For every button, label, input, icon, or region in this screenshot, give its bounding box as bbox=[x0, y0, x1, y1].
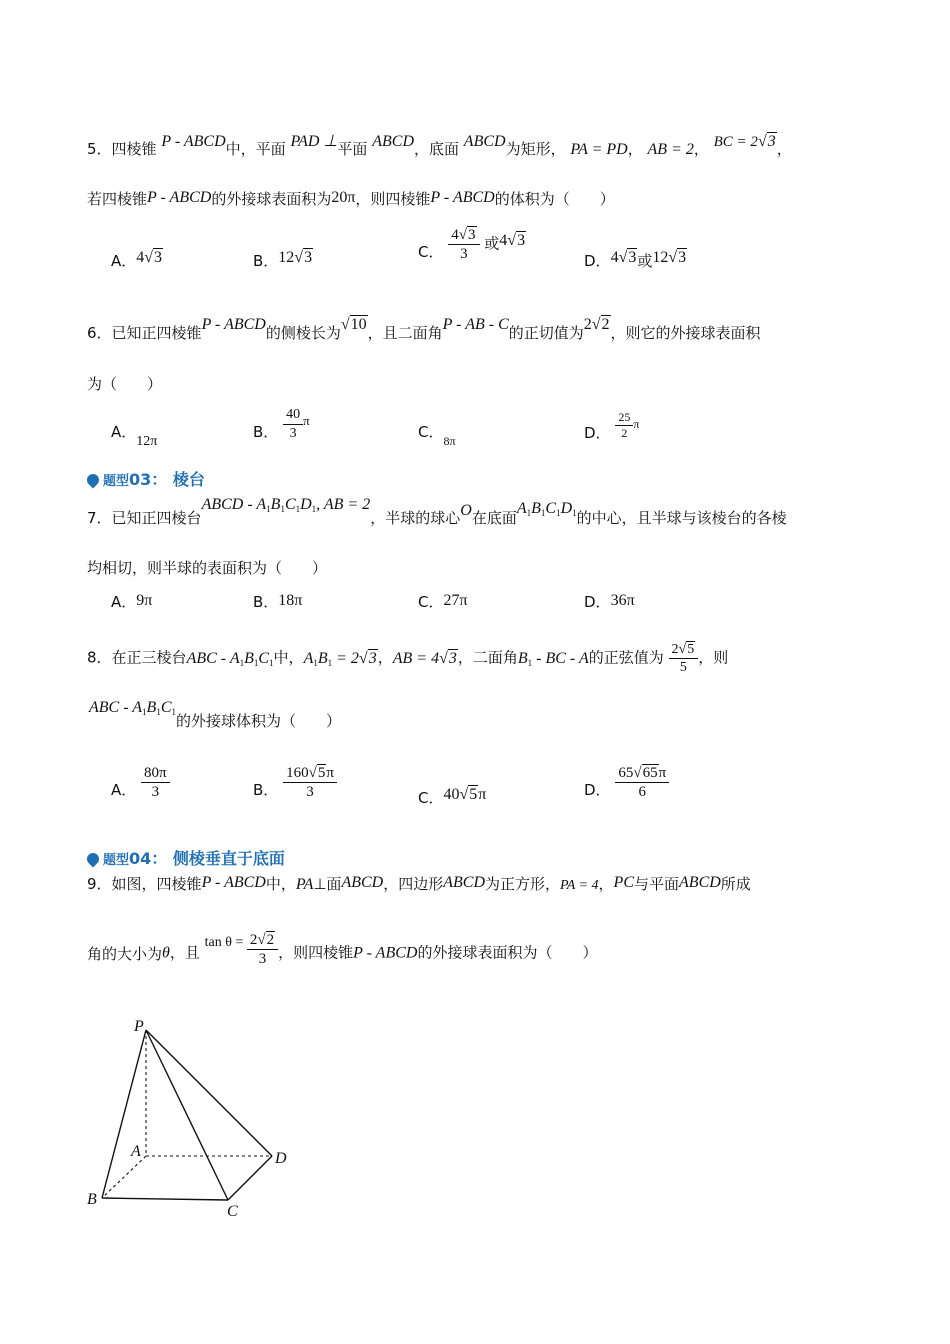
q9-number: 9． bbox=[87, 875, 112, 893]
q5-option-d[interactable]: D．4√3或12√3 bbox=[584, 249, 687, 270]
location-pin-icon bbox=[85, 472, 102, 489]
question-8-line-1: 8．在正三棱台ABC - $A_1B_1C_1$中，$A_1B_1 = 2√3$，AB = 4√3，二面角$B_1$ - BC - A的正弦值为 $\frac{2√5}{5}$ ，则 bbox=[87, 642, 729, 675]
vertex-label-b: B bbox=[87, 1191, 97, 1208]
q8-number: 8． bbox=[87, 648, 112, 667]
vertex-label-c: C bbox=[227, 1203, 238, 1220]
edge-pc bbox=[146, 1030, 228, 1200]
question-6-line-1: 6．已知正四棱锥P - ABCD的侧棱长为√10，且二面角P - AB - C的正切值为2√2，则它的外接球表面积 bbox=[87, 316, 761, 342]
edge-pb bbox=[102, 1030, 146, 1198]
q6-number: 6． bbox=[87, 324, 112, 342]
question-9-line-1: 9．如图，四棱锥P - ABCD中，PA⊥面ABCD，四边形ABCD为正方形，PA = 4，PC与平面ABCD所成 bbox=[87, 874, 751, 893]
edge-cd bbox=[228, 1156, 272, 1200]
question-5-line-1: 5．四棱锥 P - ABCD中，平面 PAD ⊥平面 ABCD，底面 ABCD为矩形， PA = PD， AB = 2， BC = 2√3， bbox=[87, 133, 792, 158]
q5-option-a[interactable]: A．4√3 bbox=[111, 249, 163, 270]
q8-option-c[interactable]: C．40√5π bbox=[418, 786, 487, 807]
question-7-line-1: 7．已知正四棱台ABCD - $A_1B_1C_1D_1$, AB = 2，半球的球心O在底面$A_1B_1C_1D_1$的中心，且半球与该棱台的各棱 bbox=[87, 496, 787, 527]
question-5-line-2: 若四棱锥P - ABCD的外接球表面积为20π，则四棱锥P - ABCD的体积为（ ） bbox=[87, 189, 615, 208]
q7-option-b[interactable]: B．18π bbox=[253, 592, 303, 611]
q7-option-a[interactable]: A．9π bbox=[111, 592, 153, 611]
question-7-line-2: 均相切，则半球的表面积为（ ） bbox=[87, 559, 328, 577]
vertex-label-d: D bbox=[275, 1150, 287, 1167]
edge-pd bbox=[146, 1030, 272, 1156]
q7-option-c[interactable]: C．27π bbox=[418, 592, 468, 611]
q7-number: 7． bbox=[87, 509, 112, 527]
q8-option-d[interactable]: D． $\frac{65√65\pi}{6}$ bbox=[584, 764, 669, 801]
q5-option-c[interactable]: C． $\frac{4√3}{3}$ 或4√3 bbox=[418, 227, 526, 262]
q8-option-a[interactable]: A． $\frac{80\pi}{3}$ bbox=[111, 764, 170, 801]
question-9-line-2: 角的大小为θ，且 tan θ = $\frac{2√2}{3}$ ，则四棱锥P - ABCD的外接球表面积为（ ） bbox=[87, 932, 598, 967]
pyramid-figure bbox=[80, 1010, 310, 1230]
q6-option-a[interactable]: A．12π bbox=[111, 423, 158, 449]
section-header-03: 题型03： 棱台 bbox=[87, 467, 205, 490]
question-6-line-2: 为（ ） bbox=[87, 375, 163, 393]
q5-option-c-fraction: $\frac{4√3}{3}$ bbox=[448, 226, 479, 263]
vertex-label-a: A bbox=[131, 1143, 141, 1160]
location-pin-icon bbox=[85, 851, 102, 868]
edge-bc bbox=[102, 1198, 228, 1200]
q8-option-b[interactable]: B． $\frac{160√5\pi}{3}$ bbox=[253, 764, 337, 801]
q5-number: 5． bbox=[87, 140, 112, 158]
vertex-label-p: P bbox=[134, 1018, 144, 1035]
q7-option-d[interactable]: D．36π bbox=[584, 592, 635, 611]
edge-ab-hidden bbox=[102, 1156, 146, 1198]
q6-option-c[interactable]: C．$_{8\pi}$ bbox=[418, 423, 456, 448]
question-8-line-2: ABC - $A_1B_1C_1$的外接球体积为（ ） bbox=[89, 699, 341, 730]
q6-option-b[interactable]: B． $\frac{40}{3}$ π bbox=[253, 407, 310, 441]
q6-option-d[interactable]: D． $\frac{25}{2}$ π bbox=[584, 410, 640, 442]
section-header-04: 题型04： 侧棱垂直于底面 bbox=[87, 846, 285, 869]
q5-option-b[interactable]: B．12√3 bbox=[253, 249, 313, 270]
